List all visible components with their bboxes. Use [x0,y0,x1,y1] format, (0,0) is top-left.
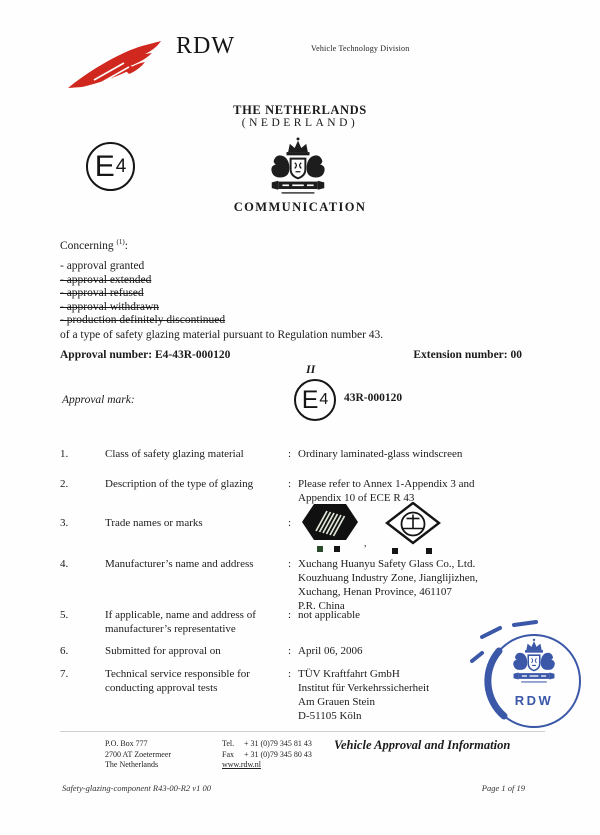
stamp-rdw-text: RDW [514,693,554,708]
rdw-wing-logo [66,38,164,92]
fax-label: Fax [222,749,234,759]
e4-approval-mark [86,142,135,191]
rdw-website-link[interactable]: www.rdw.nl [222,760,261,769]
huanyu-hexagon-mark [302,504,358,552]
item-value: : TÜV Kraftfahrt GmbH Institut für Verkehrssicherheit Am Grauen Stein D-51105 Köln [288,668,430,722]
item-value: : Please refer to Annex 1-Appendix 3 and Appendix 10 of ECE R 43 [288,478,475,504]
document-reference: Safety-glazing-component R43-00-R2 v1 00 [62,783,211,793]
dutch-coat-of-arms [252,134,344,198]
concerning-heading [60,238,128,252]
e4-approval-mark-small [294,379,336,421]
logos-separator: , [364,538,367,549]
item-value: : Ordinary laminated-glass windscreen [288,448,463,460]
approval-mark-label: Approval mark: [62,394,135,406]
item-value: : April 06, 2006 [288,645,363,657]
inspection-diamond-mark [387,503,439,554]
item-value: : Xuchang Huanyu Safety Glass Co., Ltd. Kouzhuang Industry Zone, Jianglijizhen, Xuchang, Henan Province, 461107 P.R. China [288,558,478,612]
concerning-colon: : [124,239,128,252]
item-row-3 [60,516,298,530]
item-label: Description of the type of glazing [105,478,254,490]
footer-department: Vehicle Approval and Information [334,738,511,752]
value-colon: : [288,645,292,657]
concerning-options [60,260,225,328]
value-colon: : [288,668,292,680]
footer-divider [60,731,545,732]
item-row-7 [60,667,429,723]
value-colon: : [288,609,292,621]
item-label: Submitted for approval on [105,645,221,657]
item-number: 1. [60,448,69,460]
e-mark-letter: E [301,385,319,414]
value-colon: : [288,517,292,529]
subject-line: of a type of safety glazing material pursuant to Regulation number 43. [60,329,384,341]
item-label: If applicable, name and address of manufacturer’s representative [105,609,256,635]
footer-address: P.O. Box 777 2700 AT Zoetermeer The Netherlands [105,739,172,769]
org-name: RDW [176,33,235,59]
value-colon: : [288,448,292,460]
item-number: 2. [60,478,69,490]
approval-mark-number: 43R-000120 [344,392,403,404]
e-mark-digit: 4 [319,391,329,408]
value-colon: : [288,558,292,570]
item-number: 4. [60,558,69,570]
e-mark-digit: 4 [115,156,127,177]
extension-number: Extension number: 00 [413,349,522,361]
item-row-2 [60,477,475,505]
country-title: THE NETHERLANDS [233,103,367,117]
item-row-5 [60,608,360,636]
option-production-discontinued: - production definitely discontinued [60,314,226,327]
concerning-label: Concerning [60,239,114,252]
option-approval-withdrawn: - approval withdrawn [60,300,159,313]
item-number: 5. [60,609,69,621]
e-mark-letter: E [94,149,115,183]
footer-contact [222,739,312,771]
tel-label: Tel. [222,739,235,748]
value-colon: : [288,478,292,490]
item-label: Trade names or marks [105,517,203,529]
footnote-ref: (1) [116,238,125,246]
option-approval-extended: - approval extended [60,273,152,286]
item-row-1 [60,447,462,461]
page-number: Page 1 of 19 [481,783,525,793]
option-approval-granted: - approval granted [60,260,145,272]
approval-mark-class: II [306,362,316,376]
item-row-6 [60,644,362,658]
rdw-blue-stamp [468,619,598,741]
tel-number: + 31 (0)79 345 81 43 [244,739,312,748]
option-approval-refused: - approval refused [60,287,144,300]
document-type-title: COMMUNICATION [233,200,367,214]
item-number: 6. [60,645,69,657]
item-number: 7. [60,668,69,680]
trade-mark-logos [296,502,458,560]
division-name: Vehicle Technology Division [311,44,410,53]
item-number: 3. [60,517,69,529]
fax-number: + 31 (0)79 345 80 43 [244,749,312,759]
country-native-title: (NEDERLAND) [241,117,359,129]
item-row-4 [60,557,478,613]
item-value: : not applicable [288,608,360,636]
item-label: Class of safety glazing material [105,448,244,460]
item-label: Manufacturer’s name and address [105,558,254,570]
item-label: Technical service responsible for conducting approval tests [105,668,250,694]
approval-number: Approval number: E4-43R-000120 [60,349,231,361]
